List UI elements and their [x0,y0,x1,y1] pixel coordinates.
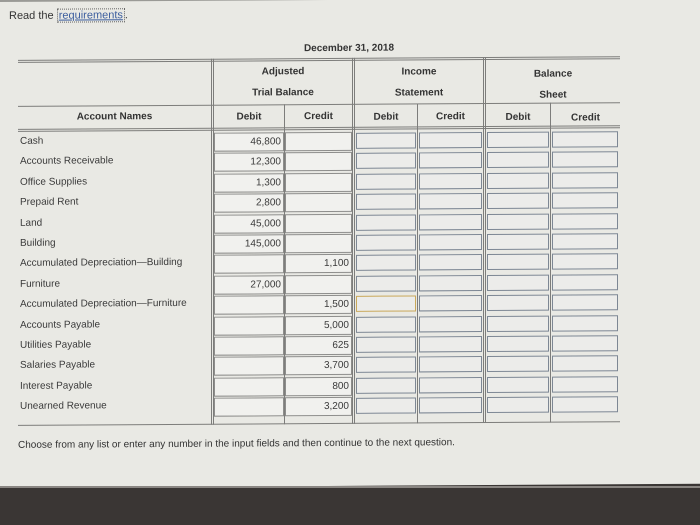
account-name: Accounts Payable [20,318,101,331]
is-credit-input[interactable] [419,193,482,209]
bs-debit-input[interactable] [487,376,549,392]
is-debit-input[interactable] [356,275,416,291]
vrule-is [483,57,484,423]
bs-credit-input[interactable] [552,192,618,208]
bs-debit-input[interactable] [487,152,549,168]
tb-credit-cell [285,193,352,212]
tb-credit-value: 800 [332,380,349,392]
tb-debit-cell [214,316,284,335]
tb-credit-header: Credit [304,110,333,123]
instruction-text: Choose from any list or enter any number in the input fields and then continue to the next question. [18,437,455,451]
tb-credit-value: 1,100 [323,258,349,270]
tb-debit-value: 1,300 [255,177,281,189]
vrule-bs-mid [550,103,551,423]
is-debit-input[interactable] [356,132,416,148]
tb-debit-cell [214,377,284,396]
is-credit-input[interactable] [419,336,482,352]
is-credit-input[interactable] [419,295,482,311]
account-name: Land [20,217,43,229]
bs-debit-input[interactable] [487,132,549,148]
is-credit-input[interactable] [419,214,482,230]
bs-debit-input[interactable] [487,336,549,352]
is-debit-header: Debit [373,111,399,123]
bs-credit-input[interactable] [552,233,618,249]
tb-credit-cell [285,152,352,171]
tb-credit-cell [285,234,352,253]
tb-debit-cell [214,255,284,274]
tb-credit-cell [285,132,352,151]
tb-credit-value: 625 [332,339,349,351]
account-name: Prepaid Rent [20,196,79,209]
account-name: Interest Payable [20,380,93,392]
tb-credit-cell [285,275,352,294]
tb-debit-value: 45,000 [250,217,281,230]
is-credit-input[interactable] [419,275,482,291]
tb-debit-cell [214,397,284,416]
bs-credit-input[interactable] [552,315,618,331]
is-credit-input[interactable] [419,316,482,332]
requirements-link[interactable]: requirements [58,9,123,22]
rule-group [18,102,620,107]
is-debit-input[interactable] [356,377,416,393]
bs-credit-input[interactable] [552,356,618,372]
is-credit-header: Credit [436,111,465,123]
bs-debit-input[interactable] [487,356,549,372]
vrule-tb [352,58,353,424]
is-debit-input[interactable] [356,234,416,250]
bs-credit-input[interactable] [552,254,618,270]
is-credit-input[interactable] [419,254,482,270]
tb-debit-header: Debit [236,111,262,123]
is-credit-input[interactable] [419,152,482,168]
requirements-line [9,9,128,22]
bs-debit-input[interactable] [487,315,549,331]
tb-debit-cell [214,336,284,355]
is-credit-input[interactable] [419,356,482,372]
bs-debit-input[interactable] [487,234,549,250]
bs-debit-input[interactable] [487,397,549,413]
vrule-account [211,59,212,425]
read-the-text: Read the [9,9,54,22]
is-debit-input[interactable] [356,316,416,332]
tb-credit-cell [285,173,352,192]
tb-debit-cell [214,295,284,314]
account-names-header: Account Names [76,111,153,123]
account-name: Utilities Payable [20,339,92,351]
bs-credit-input[interactable] [552,376,618,392]
tb-debit-value: 12,300 [250,156,281,168]
is-debit-input[interactable] [356,214,416,230]
is-debit-input[interactable] [356,336,416,352]
account-name: Office Supplies [20,176,88,188]
tb-debit-value: 2,800 [255,197,281,209]
tb-credit-value: 3,200 [323,401,349,413]
tb-credit-cell [285,213,352,232]
is-debit-input[interactable] [356,357,416,373]
account-name: Accumulated Depreciation—Building [20,257,183,270]
top-border [0,0,700,2]
bs-debit-input[interactable] [487,213,549,229]
bs-credit-input[interactable] [552,213,618,229]
period-text: . [124,9,128,22]
is-debit-input[interactable] [356,255,416,271]
is-debit-input[interactable] [356,398,416,414]
is-debit-input[interactable] [356,153,416,169]
bs-credit-input[interactable] [552,131,618,147]
rule-bottom [18,421,620,426]
account-name: Accounts Receivable [20,155,114,168]
account-name: Cash [20,135,44,147]
vrule-is-mid [417,103,418,423]
adjusted-header: Adjusted [261,66,305,78]
sheet-header: Sheet [539,89,567,101]
bs-debit-input[interactable] [487,172,549,188]
tb-credit-value: 5,000 [323,319,349,331]
bs-credit-input[interactable] [552,396,618,412]
is-credit-input[interactable] [419,173,482,189]
bs-debit-input[interactable] [487,274,549,290]
is-credit-input[interactable] [419,397,482,413]
balance-header: Balance [533,68,573,80]
bs-credit-input[interactable] [552,274,618,290]
bs-debit-input[interactable] [487,193,549,209]
is-credit-input[interactable] [419,377,482,393]
is-debit-input[interactable] [356,194,416,210]
tb-debit-value: 145,000 [244,238,281,250]
bs-credit-input[interactable] [552,172,618,188]
account-name: Accumulated Depreciation—Furniture [20,298,187,311]
tb-debit-value: 46,800 [250,136,281,148]
tb-credit-value: 3,700 [323,360,349,372]
tb-debit-value: 27,000 [250,279,281,291]
bs-credit-input[interactable] [552,335,618,351]
is-debit-input[interactable] [356,173,416,189]
worksheet-date: December 31, 2018 [303,42,395,55]
tb-debit-cell [214,357,284,376]
account-name: Unearned Revenue [20,400,107,413]
bs-credit-header: Credit [571,112,600,124]
account-name: Building [20,237,56,249]
bs-credit-input[interactable] [552,294,618,310]
income-header: Income [401,66,437,78]
bs-debit-header: Debit [505,111,531,123]
trial-balance-header: Trial Balance [252,87,314,99]
account-name: Salaries Payable [20,359,96,372]
is-debit-input[interactable] [356,296,416,312]
bs-debit-input[interactable] [487,254,549,270]
monitor-bezel [0,488,700,525]
account-name: Furniture [20,278,61,290]
bs-debit-input[interactable] [487,295,549,311]
statement-header: Statement [394,87,444,99]
is-credit-input[interactable] [419,132,482,148]
bs-credit-input[interactable] [552,152,618,168]
is-credit-input[interactable] [419,234,482,250]
tb-credit-value: 1,500 [323,299,349,311]
